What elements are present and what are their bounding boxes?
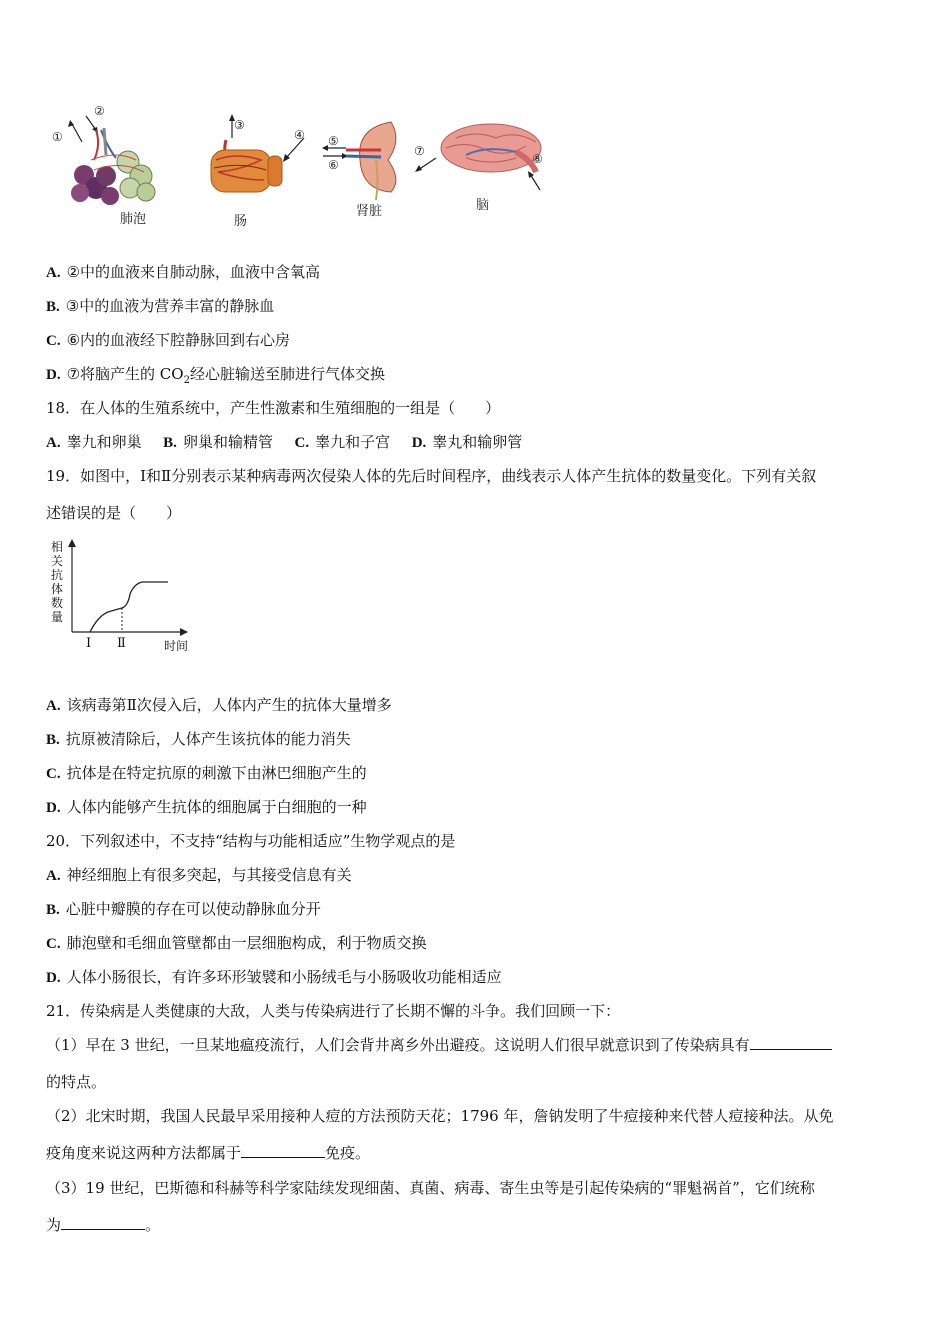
intestine-drawing xyxy=(211,114,304,192)
lung-alveoli-drawing xyxy=(68,116,155,205)
q19-option-c: C. 抗体是在特定抗原的刺激下由淋巴细胞产生的 xyxy=(46,764,367,782)
marker-4: ④ xyxy=(294,128,305,142)
y-axis-arrow xyxy=(68,539,76,547)
q19-option-b: B. 抗原被清除后，人体产生该抗体的能力消失 xyxy=(46,730,351,748)
q19-option-a: A. 该病毒第Ⅱ次侵入后，人体内产生的抗体大量增多 xyxy=(46,696,392,714)
q20-stem: 20．下列叙述中，不支持“结构与功能相适应”生物学观点的是 xyxy=(46,832,456,850)
q21-part2-line2: 疫角度来说这两种方法都属于 免疫。 xyxy=(46,1144,371,1162)
q20-option-d: D. 人体小肠很长，有许多环形皱襞和小肠绒毛与小肠吸收功能相适应 xyxy=(46,968,502,986)
label-brain: 脑 xyxy=(476,198,490,213)
label-intestine: 肠 xyxy=(234,214,248,229)
label-kidney: 肾脏 xyxy=(356,204,383,219)
antibody-chart xyxy=(46,536,196,656)
marker-5: ⑤ xyxy=(328,134,339,148)
q19-stem-line2: 述错误的是（ ） xyxy=(46,504,182,522)
q21-part1-line1: （1）早在 3 世纪，一旦某地瘟疫流行，人们会背井离乡外出避疫。这说明人们很早就意识到了传染病具有 xyxy=(46,1035,832,1055)
q19-option-d: D. 人体内能够产生抗体的细胞属于白细胞的一种 xyxy=(46,798,367,816)
q18-stem: 18．在人体的生殖系统中，产生性激素和生殖细胞的一组是（ ） xyxy=(46,399,501,417)
marker-2: ② xyxy=(94,104,105,118)
marker-6: ⑥ xyxy=(328,158,339,172)
q21-part1-line2: 的特点。 xyxy=(46,1073,107,1091)
answer-blank-3[interactable] xyxy=(61,1215,145,1230)
organ-figure xyxy=(46,100,566,235)
label-lung: 肺泡 xyxy=(120,212,147,227)
q21-part2-line1: （2）北宋时期，我国人民最早采用接种人痘的方法预防天花；1796 年，詹钠发明了牛痘接种来代替人痘接种法。从免 xyxy=(46,1107,834,1125)
q19-stem-line1: 19．如图中，Ⅰ和Ⅱ分别表示某种病毒两次侵染人体的先后时间程序，曲线表示人体产生抗体的数量变化。下列有关叙 xyxy=(46,467,817,485)
q20-option-a: A. 神经细胞上有很多突起，与其接受信息有关 xyxy=(46,866,352,884)
q17-option-c: C. ⑥内的血液经下腔静脉回到右心房 xyxy=(46,331,291,349)
q17-option-a: A. ②中的血液来自肺动脉，血液中含氧高 xyxy=(46,263,321,281)
antibody-curve xyxy=(90,582,168,632)
chart-xlabel: 时间 xyxy=(164,639,189,653)
marker-1: ① xyxy=(52,130,63,144)
q21-part3-line2: 为 。 xyxy=(46,1216,161,1234)
x-axis-arrow xyxy=(180,628,188,636)
answer-blank-1[interactable] xyxy=(750,1035,832,1050)
chart-svg xyxy=(46,536,196,646)
marker-7: ⑦ xyxy=(414,144,425,158)
marker-8: ⑧ xyxy=(532,152,543,166)
chart-ylabel: 相 关 抗 体 数 量 xyxy=(50,540,63,624)
q20-option-b: B. 心脏中瓣膜的存在可以使动静脉血分开 xyxy=(46,900,321,918)
q17-option-b: B. ③中的血液为营养丰富的静脉血 xyxy=(46,297,275,315)
tick-I: Ⅰ xyxy=(86,636,92,651)
tick-II: Ⅱ xyxy=(117,636,126,651)
q21-stem: 21．传染病是人类健康的大敌，人类与传染病进行了长期不懈的斗争。我们回顾一下： xyxy=(46,1002,621,1020)
marker-3: ③ xyxy=(234,118,245,132)
brain-drawing xyxy=(415,124,541,190)
q18-options: A. 睾九和卵巢 B. 卵巢和输精管 C. 睾九和子宫 D. 睾丸和输卵管 xyxy=(46,433,523,451)
q21-part3-line1: （3）19 世纪，巴斯德和科赫等科学家陆续发现细菌、真菌、病毒、寄生虫等是引起传染病的“罪魁祸首”，它们统称 xyxy=(46,1179,815,1197)
q20-option-c: C. 肺泡壁和毛细血管壁都由一层细胞构成，利于物质交换 xyxy=(46,934,427,952)
q17-option-d: D. ⑦将脑产生的 $CO_2$经心脏输送至肺进行气体交换 xyxy=(46,365,385,386)
answer-blank-2[interactable] xyxy=(241,1143,325,1158)
